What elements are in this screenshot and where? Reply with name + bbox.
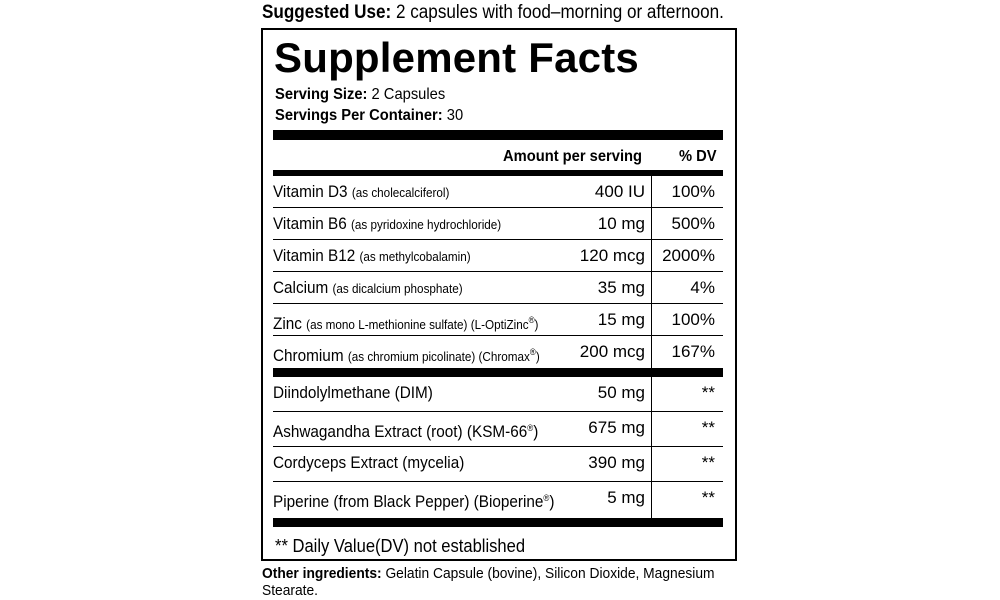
nutrient-name-text: Calcium: [273, 278, 329, 297]
nutrient-name-text: Piperine (from Black Pepper) (Bioperine: [273, 492, 544, 511]
header-amount: Amount per serving: [503, 148, 643, 165]
amount-per-serving: 35 mg: [597, 278, 645, 297]
daily-value: 4%: [690, 278, 715, 297]
daily-value: **: [701, 488, 715, 507]
nutrient-name-end: ): [549, 492, 555, 511]
daily-value: 2000%: [662, 246, 715, 265]
registered-mark: ®: [527, 423, 534, 433]
other-ingredients: [262, 565, 722, 599]
registered-mark: ®: [529, 347, 536, 357]
ingredient-row: [273, 447, 723, 482]
nutrient-name-text: Cordyceps Extract (mycelia): [273, 453, 465, 472]
nutrient-name-text: Vitamin D3: [273, 182, 348, 201]
amount-per-serving: 10 mg: [597, 214, 645, 233]
nutrient-source: (as dicalcium phosphate): [332, 281, 463, 296]
daily-value: **: [701, 383, 715, 402]
daily-value: **: [701, 418, 715, 437]
suggested-use-label: Suggested Use:: [262, 2, 392, 23]
thick-divider-middle: [273, 368, 723, 377]
nutrient-name: [273, 418, 538, 442]
nutrient-name: [273, 383, 433, 403]
nutrient-name: [273, 342, 540, 367]
registered-mark: ®: [528, 315, 535, 325]
daily-value: **: [701, 453, 715, 472]
nutrient-name-end: ): [534, 317, 539, 332]
amount-per-serving: 120 mcg: [579, 246, 645, 265]
ingredient-row: [273, 377, 723, 412]
daily-value: 100%: [671, 310, 715, 329]
serving-size-value: 2 Capsules: [367, 86, 446, 103]
amount-per-serving: 390 mg: [588, 453, 645, 472]
nutrient-name-text: Diindolylmethane (DIM): [273, 383, 433, 402]
nutrient-source: (as methylcobalamin): [359, 249, 471, 264]
nutrient-name: [273, 278, 463, 299]
nutrient-source: (as pyridoxine hydrochloride): [350, 217, 502, 232]
nutrient-name: [273, 488, 555, 512]
amount-per-serving: 5 mg: [607, 488, 645, 507]
registered-mark: ®: [543, 493, 550, 503]
nutrient-source: (as mono L-methionine sulfate) (L-OptiZinc: [306, 317, 529, 332]
nutrient-name-text: Vitamin B6: [273, 214, 347, 233]
supplement-facts-panel: [261, 28, 737, 561]
column-divider-others: [651, 377, 652, 518]
column-divider-vitamins: [651, 176, 652, 368]
nutrient-name: [273, 246, 471, 267]
nutrient-name: [273, 310, 538, 335]
daily-value: 100%: [671, 182, 715, 201]
header-dv: % DV: [679, 148, 717, 165]
vitamin-row: [273, 304, 723, 336]
nutrient-name-end: ): [533, 422, 539, 441]
other-ingredients-text: Gelatin Capsule (bovine), Silicon Dioxide, Magnesium Stearate.: [262, 565, 715, 599]
vitamin-row: [273, 272, 723, 304]
amount-per-serving: 400 IU: [594, 182, 645, 201]
ingredient-row: [273, 412, 723, 447]
nutrient-name: [273, 214, 501, 235]
vitamin-row: [273, 176, 723, 208]
nutrient-source: (as cholecalciferol): [351, 185, 450, 200]
serving-size: [275, 86, 445, 104]
vitamin-row: [273, 240, 723, 272]
thick-divider-top: [273, 130, 723, 140]
servings-label: Servings Per Container:: [275, 107, 443, 124]
thick-divider-bottom: [273, 518, 723, 527]
serving-size-label: Serving Size:: [275, 86, 368, 103]
suggested-use: [262, 2, 724, 24]
amount-per-serving: 675 mg: [588, 418, 645, 437]
other-ingredients-label: Other ingredients:: [262, 565, 382, 582]
servings-value: 30: [442, 107, 464, 124]
vitamin-row: [273, 208, 723, 240]
servings-per-container: [275, 107, 463, 125]
panel-title: Supplement Facts: [274, 34, 639, 81]
nutrient-name-text: Chromium: [273, 346, 344, 365]
footnote: ** Daily Value(DV) not established: [275, 536, 526, 556]
daily-value: 167%: [671, 342, 715, 361]
nutrient-name: [273, 453, 464, 473]
amount-per-serving: 15 mg: [597, 310, 645, 329]
nutrient-name-end: ): [535, 349, 540, 364]
nutrient-name-text: Zinc: [273, 314, 302, 333]
daily-value: 500%: [671, 214, 715, 233]
vitamin-row: [273, 336, 723, 368]
nutrient-name-text: Ashwagandha Extract (root) (KSM-66: [273, 422, 528, 441]
nutrient-name-text: Vitamin B12: [273, 246, 356, 265]
amount-per-serving: 50 mg: [597, 383, 645, 402]
nutrient-source: (as chromium picolinate) (Chromax: [347, 349, 530, 364]
nutrient-name: [273, 182, 449, 203]
amount-per-serving: 200 mcg: [579, 342, 645, 361]
ingredient-row: [273, 482, 723, 517]
suggested-use-text: 2 capsules with food–morning or afternoon.: [391, 2, 724, 23]
